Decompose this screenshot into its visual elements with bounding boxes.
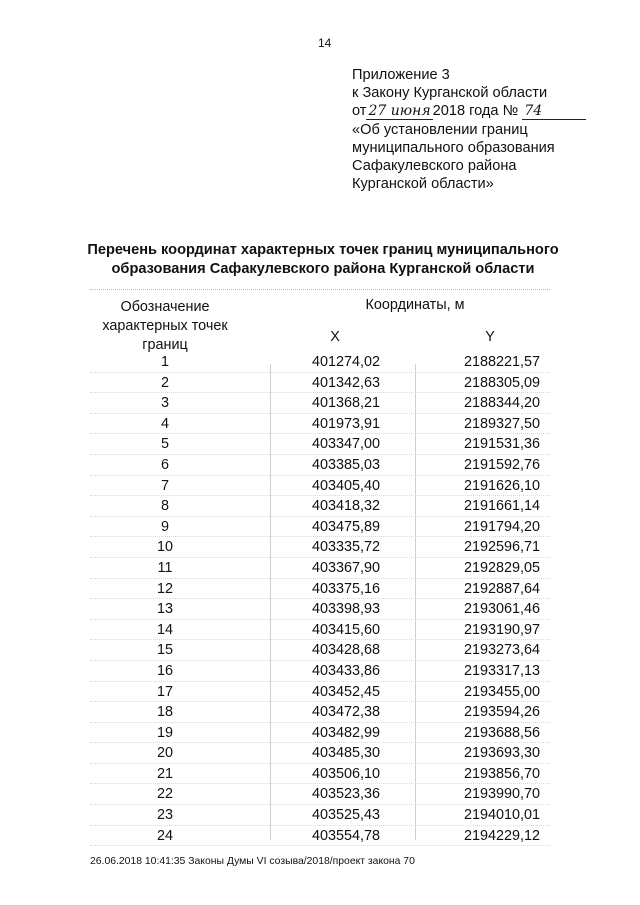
handwritten-date: 27 июня bbox=[368, 103, 431, 120]
point-number: 13 bbox=[156, 601, 173, 618]
document-title-line-2: образования Сафакулевского района Курганской области bbox=[111, 261, 535, 277]
coord-y: 2191661,14 bbox=[463, 498, 540, 515]
table-row bbox=[90, 661, 550, 682]
point-number: 10 bbox=[156, 539, 173, 556]
coord-y: 2188305,09 bbox=[463, 374, 540, 391]
coord-x: 403472,38 bbox=[311, 704, 380, 721]
handwritten-number: 74 bbox=[522, 102, 586, 120]
point-number: 20 bbox=[156, 745, 173, 762]
table-row bbox=[90, 805, 550, 826]
point-number: 15 bbox=[156, 642, 173, 659]
coord-x: 403415,60 bbox=[311, 621, 380, 638]
coord-y: 2191592,76 bbox=[463, 456, 540, 473]
coord-y: 2193688,56 bbox=[463, 724, 540, 741]
coord-x: 403452,45 bbox=[311, 683, 380, 700]
table-row bbox=[90, 434, 550, 455]
header-designation-line-3: границ bbox=[142, 337, 188, 353]
point-number: 24 bbox=[156, 827, 173, 844]
coord-x: 403433,86 bbox=[311, 662, 380, 679]
table-row bbox=[90, 517, 550, 538]
header-coordinates: Координаты, м bbox=[365, 297, 465, 313]
appendix-law-title-4: Курганской области» bbox=[352, 176, 494, 193]
point-number: 11 bbox=[157, 559, 173, 576]
point-number: 14 bbox=[156, 621, 173, 638]
table-row bbox=[90, 414, 550, 435]
table-row bbox=[90, 537, 550, 558]
coord-y: 2188344,20 bbox=[463, 395, 540, 412]
table-row bbox=[90, 496, 550, 517]
coord-y: 2193594,26 bbox=[463, 704, 540, 721]
coord-x: 403385,03 bbox=[311, 456, 380, 473]
coord-x: 403335,72 bbox=[311, 539, 380, 556]
coord-y: 2193990,70 bbox=[463, 786, 540, 803]
table-row bbox=[90, 455, 550, 476]
table-row bbox=[90, 599, 550, 620]
coord-y: 2192596,71 bbox=[463, 539, 540, 556]
coord-y: 2192829,05 bbox=[463, 559, 540, 576]
coord-y: 2193190,97 bbox=[463, 621, 540, 638]
point-number: 1 bbox=[160, 354, 169, 370]
table-row bbox=[90, 579, 550, 600]
point-number: 22 bbox=[156, 786, 173, 803]
table-row bbox=[90, 764, 550, 785]
coord-y: 2188221,57 bbox=[463, 354, 540, 370]
date-suffix: 2018 года № bbox=[432, 103, 519, 120]
point-number: 8 bbox=[160, 498, 169, 515]
header-y: Y bbox=[485, 329, 495, 345]
point-number: 21 bbox=[156, 765, 173, 782]
point-number: 12 bbox=[156, 580, 173, 597]
coord-x: 403367,90 bbox=[311, 559, 380, 576]
point-number: 23 bbox=[156, 807, 173, 824]
table-row bbox=[90, 352, 550, 373]
appendix-law-title-2: муниципального образования bbox=[352, 139, 555, 156]
table-row bbox=[90, 682, 550, 703]
table-row bbox=[90, 743, 550, 764]
coord-x: 403428,68 bbox=[311, 642, 380, 659]
page-number: 14 bbox=[318, 36, 332, 50]
point-number: 3 bbox=[160, 395, 169, 412]
point-number: 18 bbox=[156, 704, 173, 721]
table-row bbox=[90, 373, 550, 394]
table-row bbox=[90, 640, 550, 661]
coord-x: 403525,43 bbox=[311, 807, 380, 824]
coord-y: 2193455,00 bbox=[463, 683, 540, 700]
appendix-date-line bbox=[352, 102, 622, 120]
coord-y: 2191626,10 bbox=[463, 477, 540, 494]
coord-x: 403398,93 bbox=[311, 601, 380, 618]
coord-x: 403405,40 bbox=[311, 477, 380, 494]
table-row bbox=[90, 723, 550, 744]
coord-y: 2193856,70 bbox=[463, 765, 540, 782]
table-row bbox=[90, 558, 550, 579]
point-number: 6 bbox=[160, 456, 169, 473]
table-row bbox=[90, 620, 550, 641]
point-number: 7 bbox=[160, 477, 169, 494]
document-title bbox=[40, 241, 606, 279]
coord-x: 403554,78 bbox=[311, 827, 380, 844]
coord-x: 403523,36 bbox=[311, 786, 380, 803]
coord-y: 2189327,50 bbox=[463, 415, 540, 432]
coord-x: 403506,10 bbox=[311, 765, 380, 782]
table-header bbox=[90, 292, 550, 352]
coord-x: 403475,89 bbox=[311, 518, 380, 535]
coord-y: 2192887,64 bbox=[463, 580, 540, 597]
point-number: 9 bbox=[160, 518, 169, 535]
coord-y: 2193693,30 bbox=[463, 745, 540, 762]
appendix-label: Приложение 3 bbox=[352, 67, 450, 83]
coord-x: 401973,91 bbox=[311, 415, 380, 432]
coord-x: 403485,30 bbox=[311, 745, 380, 762]
coord-y: 2191531,36 bbox=[463, 436, 540, 453]
table-row bbox=[90, 784, 550, 805]
coord-x: 403418,32 bbox=[311, 498, 380, 515]
table-row bbox=[90, 476, 550, 497]
header-designation bbox=[90, 298, 240, 355]
document-title-line-1: Перечень координат характерных точек границ муниципального bbox=[87, 242, 559, 258]
point-number: 5 bbox=[160, 436, 169, 453]
appendix-law-title-1: «Об установлении границ bbox=[352, 121, 528, 138]
table-row bbox=[90, 826, 550, 847]
table-body bbox=[90, 352, 550, 846]
coord-y: 2193273,64 bbox=[463, 642, 540, 659]
appendix-law-ref: к Закону Курганской области bbox=[352, 85, 548, 102]
header-x: X bbox=[330, 329, 340, 345]
coord-x: 403482,99 bbox=[311, 724, 380, 741]
point-number: 2 bbox=[160, 374, 169, 391]
header-designation-line-2: характерных точек bbox=[102, 318, 228, 334]
point-number: 17 bbox=[156, 683, 173, 700]
coord-x: 401274,02 bbox=[311, 354, 380, 370]
table-row bbox=[90, 393, 550, 414]
header-designation-line-1: Обозначение bbox=[120, 299, 210, 315]
coordinates-table bbox=[90, 292, 550, 846]
coord-x: 401342,63 bbox=[311, 374, 380, 391]
point-number: 16 bbox=[156, 662, 173, 679]
appendix-block bbox=[352, 66, 622, 193]
coord-y: 2191794,20 bbox=[463, 518, 540, 535]
coord-x: 403347,00 bbox=[311, 436, 380, 453]
coord-y: 2194010,01 bbox=[463, 807, 540, 824]
coord-x: 403375,16 bbox=[311, 580, 380, 597]
coord-y: 2194229,12 bbox=[463, 827, 540, 844]
appendix-law-title-3: Сафакулевского района bbox=[352, 158, 517, 175]
table-row bbox=[90, 702, 550, 723]
point-number: 4 bbox=[160, 415, 169, 432]
footer-filepath: 26.06.2018 10:41:35 Законы Думы VI созыва/2018/проект закона 70 bbox=[90, 856, 415, 867]
coord-y: 2193061,46 bbox=[463, 601, 540, 618]
point-number: 19 bbox=[156, 724, 173, 741]
coord-y: 2193317,13 bbox=[463, 662, 540, 679]
coord-x: 401368,21 bbox=[311, 395, 380, 412]
date-prefix: от bbox=[352, 103, 367, 120]
